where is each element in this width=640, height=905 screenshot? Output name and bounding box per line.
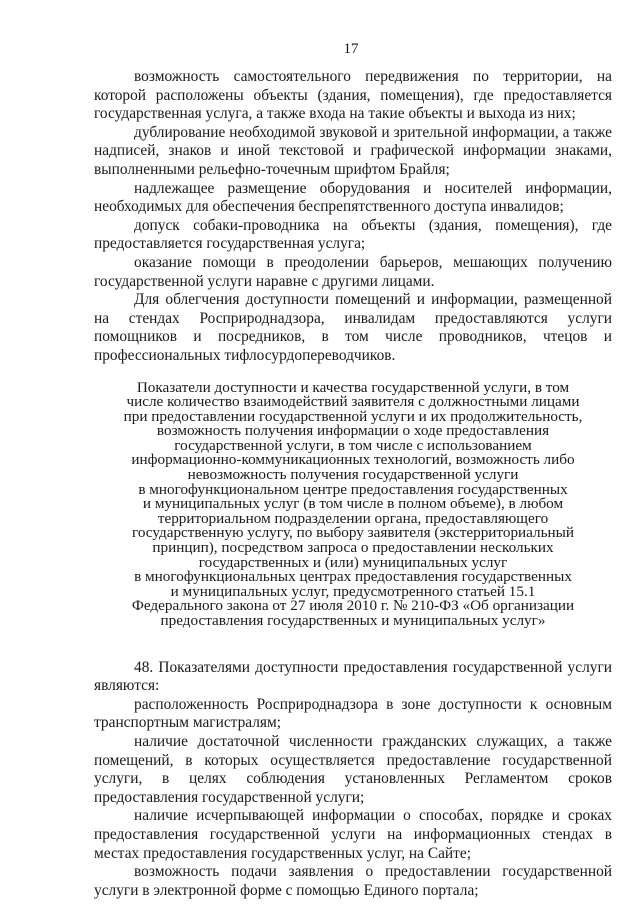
paragraph-equipment: надлежащее размещение оборудования и носителей информации, необходимых для обеспечения беспрепятственного доступа инвалидов; bbox=[94, 179, 612, 216]
section-heading bbox=[94, 378, 612, 629]
heading-line: предоставления государственных и муниципальных услуг» bbox=[160, 612, 546, 629]
heading-line: информационно-коммуникационных технологий, возможность либо bbox=[131, 451, 575, 469]
heading-line: Показатели доступности и качества государственной услуги, в том bbox=[136, 378, 570, 396]
page-number: 17 bbox=[343, 41, 359, 57]
heading-line: при предоставлении государственной услуги и их продолжительность, bbox=[123, 407, 583, 425]
paragraph-location: расположенность Росприроднадзора в зоне доступности к основным транспортным магистралям; bbox=[94, 695, 612, 732]
paragraph-guide-dog: допуск собаки-проводника на объекты (здания, помещения), где предоставляется государственная услуга; bbox=[94, 216, 612, 253]
paragraph-movement: возможность самостоятельного передвижения по территории, на которой расположены объекты (здания, помещения), где предоставляется государственная услуга, а также входа на такие объекты и выхода из них; bbox=[94, 68, 612, 123]
heading-line: государственных и (или) муниципальных услуг bbox=[198, 553, 508, 571]
heading-line: и муниципальных услуг (в том числе в полном объеме), в любом bbox=[142, 495, 564, 513]
heading-line: в многофункциональном центре предоставления государственных bbox=[138, 480, 568, 498]
heading-line: невозможность получения государственной услуги bbox=[187, 466, 519, 484]
paragraph-information: наличие исчерпывающей информации о способах, порядке и сроках предоставления государственной услуги на информационных стендах в местах предоставления государственных услуг, на Сайте; bbox=[94, 807, 612, 862]
heading-line: государственную услугу, по выбору заявителя (экстерриториальный bbox=[131, 524, 575, 542]
paragraph-staff: наличие достаточной численности гражданских служащих, а также помещений, в которых осуществляется предоставление государственной услуги, в целях соблюдения установленных Регламентом сроков предоставления государственной услуги; bbox=[94, 732, 612, 806]
paragraph-electronic: возможность подачи заявления о предоставлении государственной услуги в электронной форме с помощью Единого портала; bbox=[94, 863, 612, 899]
heading-line: и муниципальных услуг, предусмотренного статьей 15.1 bbox=[170, 582, 536, 600]
paragraph-48: 48. Показателями доступности предоставления государственной услуги являются: bbox=[94, 658, 612, 695]
heading-line: принцип), посредством запроса о предоставлении нескольких bbox=[152, 539, 554, 557]
heading-line: государственной услуги, в том числе с использованием bbox=[174, 436, 532, 454]
heading-line: в многофункциональных центрах предоставления государственных bbox=[134, 568, 572, 586]
heading-line: территориальном подразделении органа, предоставляющего bbox=[157, 509, 549, 527]
paragraph-duplication: дублирование необходимой звуковой и зрительной информации, а также надписей, знаков и иной текстовой и графической информации знаками, выполненными рельефно-точечным шрифтом Брайля; bbox=[94, 123, 612, 178]
paragraph-barriers: оказание помощи в преодолении барьеров, мешающих получению государственной услуги наравне с другими лицами. bbox=[94, 253, 612, 290]
heading-line: возможность получения информации о ходе предоставления bbox=[156, 422, 550, 440]
paragraph-assistants: Для облегчения доступности помещений и информации, размещенной на стендах Росприроднадзора, инвалидам предоставляются услуги помощников и посредников, в том числе проводников, чтецов и профессиональных тифлосурдопереводчиков. bbox=[94, 291, 612, 364]
heading-line: Федерального закона от 27 июля 2010 г. № 210-ФЗ «Об организации bbox=[131, 597, 575, 615]
heading-line: числе количество взаимодействий заявителя с должностными лицами bbox=[126, 393, 580, 411]
